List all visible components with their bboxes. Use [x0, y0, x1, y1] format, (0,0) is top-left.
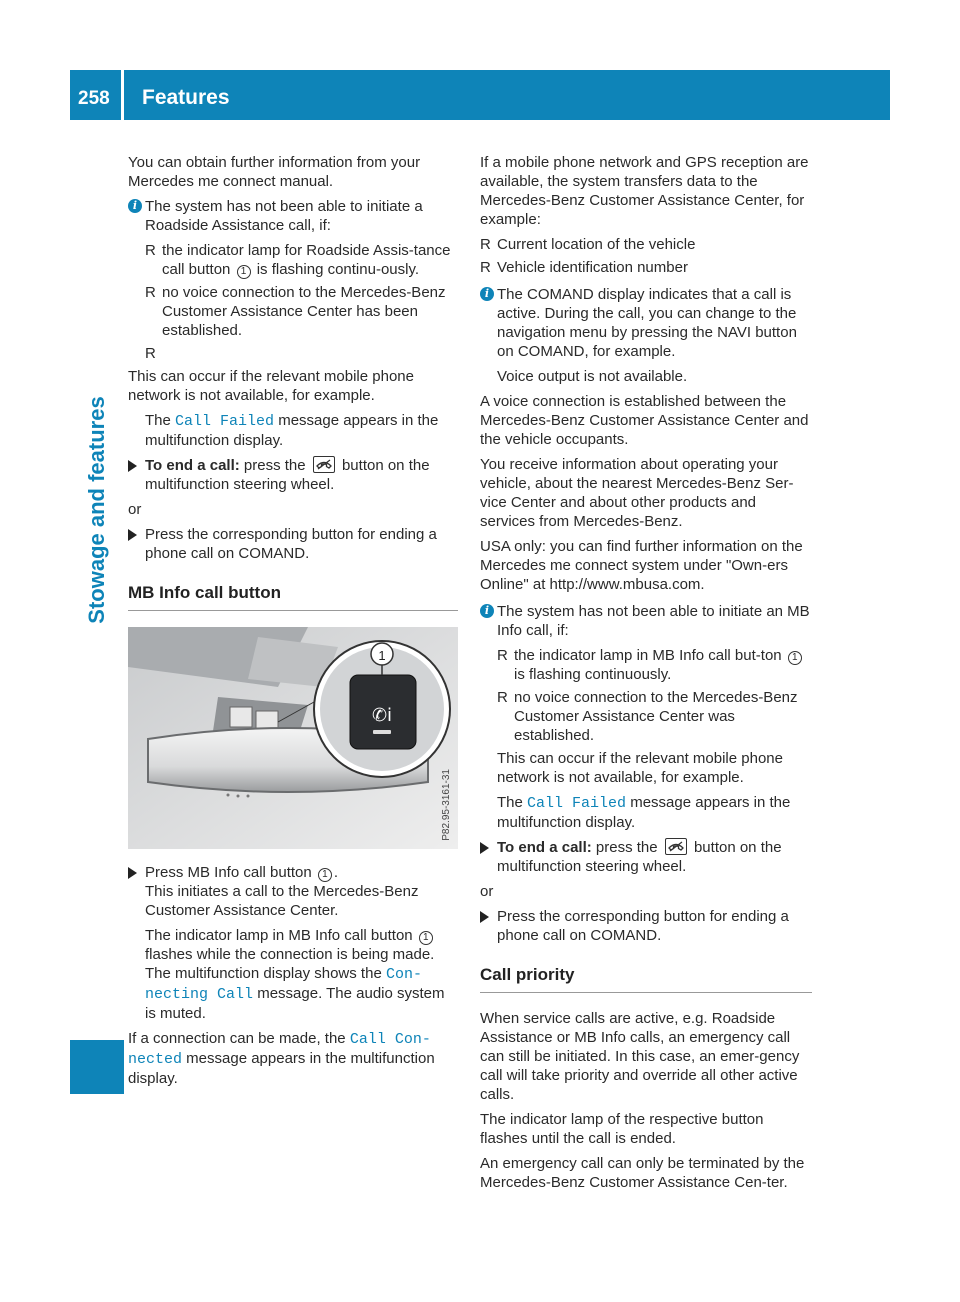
bullet-r-icon: R [145, 284, 156, 301]
callout-number: 1 [318, 868, 332, 882]
step-comand: Press the corresponding button for ending a phone call on COMAND. [128, 525, 458, 563]
step-end-call: To end a call: press the button on the multifunction steering wheel. [480, 838, 812, 876]
side-tab-label: Stowage and features [84, 396, 109, 624]
figure-code: P82.95-3161-31 [441, 769, 452, 841]
step-arrow-icon [128, 529, 137, 541]
heading-call-priority: Call priority [480, 965, 812, 993]
voice-paragraph: A voice connection is established between the Mercedes-Benz Customer Assistance Center and the vehicle occupants. [480, 393, 809, 448]
page-number-box [70, 70, 124, 120]
usa-paragraph: USA only: you can find further information on the Mercedes me connect system under "Own-ers Online" at http://www.mbusa.com. [480, 538, 803, 593]
list-item: R Current location of the vehicle [480, 236, 696, 253]
priority-paragraph-3: An emergency call can only be terminated by the Mercedes-Benz Customer Assistance Cen-ter. [480, 1155, 805, 1191]
list-item: R the indicator lamp for Roadside Assis-tance call button 1 is flashing continu-ously. [145, 242, 451, 278]
info-icon: i [480, 287, 494, 301]
call-failed-line: The Call Failed message appears in the multifunction display. [497, 794, 791, 831]
call-failed-line: The Call Failed message appears in the multifunction display. [145, 412, 439, 449]
display-message: Call Con‐nected [128, 1031, 431, 1068]
mirror-figure [128, 627, 458, 849]
heading-mb-info: MB Info call button [128, 583, 458, 611]
info-note-comand: i The COMAND display indicates that a call is active. During the call, you can change to the navigation menu by pressing the NAVI button on COMAND, for example. Voice output is not available. [480, 285, 812, 386]
list-item: R no voice connection to the Mercedes-Benz Customer Assistance Center has been established. [145, 284, 446, 339]
step-arrow-icon [128, 867, 137, 879]
step-press-mb-info: Press MB Info call button 1 . This initiates a call to the Mercedes-Benz Customer Assistance Center. [128, 863, 458, 920]
info-note-tail: This can occur if the relevant mobile phone network is not available, for example. [128, 368, 414, 404]
info-note-mb-info: i The system has not been able to initiate an MB Info call, if: R the indicator lamp in MB Info call but-ton 1 is flashing continuously. R no voice connection to the Mercedes-Benz Customer Assistance Center was established. This can occur if the relevant mobile phone network is not available, for example. The Call Failed message appears in the multifunction display. [480, 602, 812, 832]
bullet-r-icon: R [145, 345, 156, 362]
info-icon: i [480, 604, 494, 618]
list-item: R Vehicle identification number [480, 259, 688, 276]
step-arrow-icon [480, 911, 489, 923]
side-tab-marker [70, 1040, 124, 1094]
callout-number: 1 [419, 931, 433, 945]
or-text: or [480, 883, 494, 900]
or-text: or [128, 501, 142, 518]
bullet-r-icon: R [145, 242, 156, 259]
info-note-text: The system has not been able to initiate a Roadside Assistance call, if: [145, 198, 423, 234]
page-number: 258 [78, 88, 110, 109]
right-column [480, 153, 812, 1198]
end-call-icon [665, 838, 687, 855]
information-paragraph: You receive information about operating your vehicle, about the nearest Mercedes-Benz Ser-vice Center and about other products and services from Mercedes-Benz. [480, 456, 794, 530]
figure-callout: 1 [378, 648, 386, 663]
display-message: Call Failed [175, 413, 275, 430]
callout-number: 1 [788, 651, 802, 665]
priority-paragraph-2: The indicator lamp of the respective button flashes until the call is ended. [480, 1111, 764, 1147]
display-message: Call Failed [527, 795, 627, 812]
display-message: Con‐necting Call [145, 966, 422, 1003]
section-title: Features [142, 86, 230, 109]
bullet-r-icon: R [497, 689, 508, 706]
mirror-illustration [128, 627, 458, 849]
end-call-icon [313, 456, 335, 473]
indicator-paragraph: The indicator lamp in MB Info call button 1 flashes while the connection is being made. The multifunction display shows the Con‐necting Call message. The audio system is muted. [145, 927, 445, 1022]
bullet-r-icon: R [480, 236, 491, 253]
list-item: R no voice connection to the Mercedes-Benz Customer Assistance Center was established. [497, 689, 798, 744]
info-icon: i [128, 199, 142, 213]
gps-paragraph: If a mobile phone network and GPS reception are available, the system transfers data to the Mercedes-Benz Customer Assistance Center, for example: [480, 154, 809, 228]
connected-paragraph: If a connection can be made, the Call Con‐nected message appears in the multifunction display. [128, 1030, 435, 1087]
svg-text:✆i: ✆i [371, 705, 393, 726]
callout-number: 1 [237, 265, 251, 279]
left-column [128, 153, 458, 1094]
priority-paragraph-1: When service calls are active, e.g. Roadside Assistance or MB Info calls, an emergency call can still be initiated. In this case, an emer-gency call will take priority and override all other active calls. [480, 1010, 800, 1103]
info-note-roadside [128, 197, 458, 450]
step-arrow-icon [480, 842, 489, 854]
step-arrow-icon [128, 460, 137, 472]
intro-paragraph: You can obtain further information from your Mercedes me connect manual. [128, 154, 421, 190]
page-header [70, 70, 890, 120]
step-end-call: To end a call: press the button on the multifunction steering wheel. [128, 456, 458, 494]
step-comand: Press the corresponding button for ending a phone call on COMAND. [480, 907, 812, 945]
list-item: R the indicator lamp in MB Info call but-ton 1 is flashing continuously. [497, 646, 812, 684]
side-tab [70, 240, 124, 780]
bullet-r-icon: R [480, 259, 491, 276]
list-item [145, 344, 458, 363]
bullet-r-icon: R [497, 647, 508, 664]
